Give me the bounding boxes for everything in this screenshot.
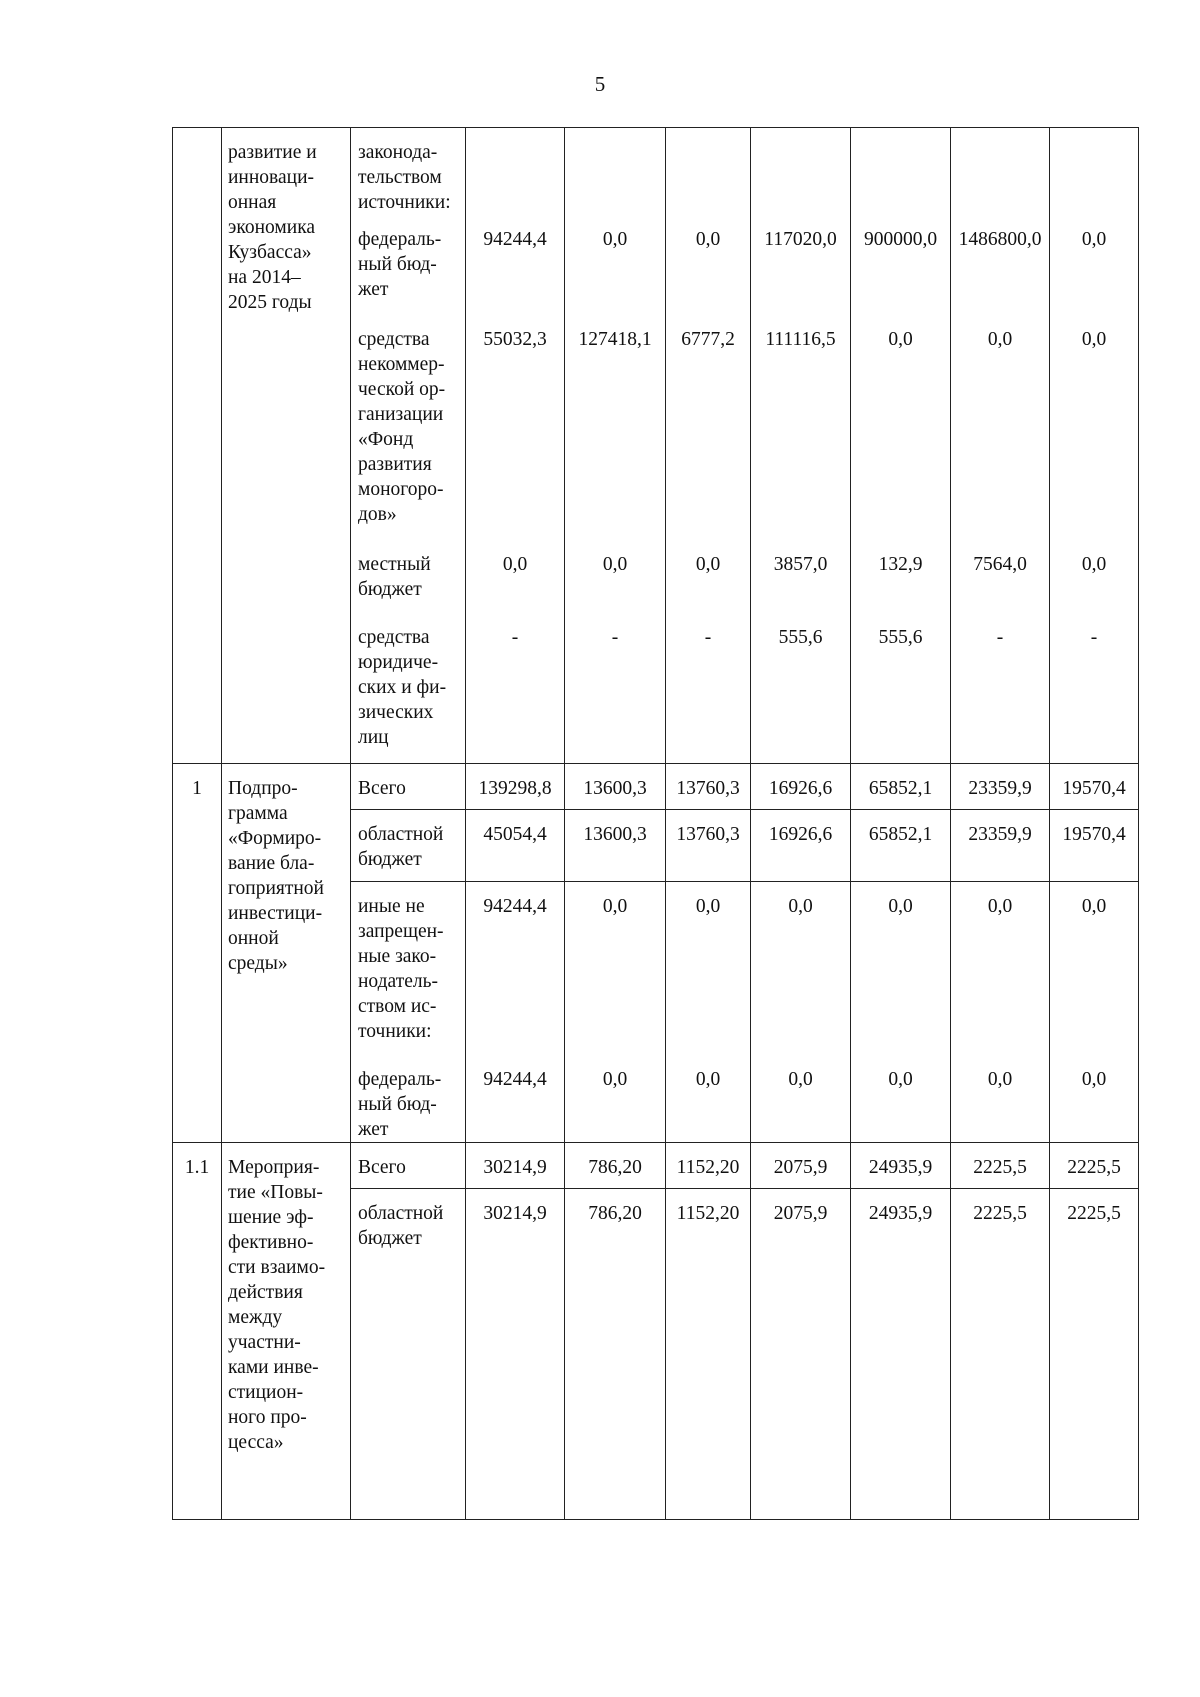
program-name-line: развитие и <box>228 142 317 163</box>
funding-source-line: ный бюд- <box>358 254 437 275</box>
funding-source-line: законода- <box>358 142 438 163</box>
amount-cell: 1152,20 <box>666 1189 751 1520</box>
amount-cell: 13600,3 <box>565 763 666 809</box>
amount-cell: 2075,9 <box>751 1189 851 1520</box>
amount-cell: 16926,6 <box>751 763 851 809</box>
funding-source <box>351 215 466 315</box>
program-name-line: участни- <box>228 1332 301 1353</box>
amount-cell: 0,0 <box>951 1055 1050 1143</box>
amount-cell: 0,0 <box>666 881 751 1055</box>
amount-cell: 0,0 <box>565 540 666 613</box>
amount-cell: 0,0 <box>751 881 851 1055</box>
amount-cell: 555,6 <box>751 613 851 763</box>
amount-cell: 0,0 <box>851 881 951 1055</box>
row-number <box>173 128 222 764</box>
program-name-line: ного про- <box>228 1407 307 1428</box>
table-row <box>173 128 1139 216</box>
program-name-line: инноваци- <box>228 167 315 188</box>
amount-cell: 0,0 <box>851 1055 951 1143</box>
amount-cell <box>1050 128 1139 216</box>
funding-source-line: ских и фи- <box>358 677 447 698</box>
funding-source <box>351 809 466 881</box>
amount-cell: 139298,8 <box>466 763 565 809</box>
table-row <box>173 1143 1139 1189</box>
amount-cell: 0,0 <box>1050 881 1139 1055</box>
program-name-line: фективно- <box>228 1232 314 1253</box>
amount-cell: 7564,0 <box>951 540 1050 613</box>
program-name-line: 2025 годы <box>228 292 312 313</box>
amount-cell: 19570,4 <box>1050 809 1139 881</box>
amount-cell: 786,20 <box>565 1143 666 1189</box>
amount-cell: 0,0 <box>951 881 1050 1055</box>
funding-source-line: ганизации <box>358 404 444 425</box>
program-name-line: на 2014– <box>228 267 301 288</box>
funding-source-line: бюджет <box>358 848 422 870</box>
amount-cell: 45054,4 <box>466 809 565 881</box>
amount-cell: 23359,9 <box>951 763 1050 809</box>
program-name-line: действия <box>228 1282 303 1303</box>
program-name-line: тие «Повы- <box>228 1182 323 1203</box>
amount-cell: 55032,3 <box>466 315 565 540</box>
amount-cell: 0,0 <box>1050 215 1139 315</box>
page-number: 5 <box>594 72 606 96</box>
program-name-line: онная <box>228 192 277 213</box>
amount-cell: 3857,0 <box>751 540 851 613</box>
funding-source-line: ный бюд- <box>358 1094 437 1115</box>
amount-cell: 0,0 <box>565 1055 666 1143</box>
amount-cell: 24935,9 <box>851 1143 951 1189</box>
amount-cell <box>751 128 851 216</box>
funding-source-line: бюджет <box>358 579 422 600</box>
funding-source-line: нодатель- <box>358 970 438 992</box>
amount-cell: 2225,5 <box>1050 1189 1139 1520</box>
amount-cell: 65852,1 <box>851 809 951 881</box>
amount-cell: 2075,9 <box>751 1143 851 1189</box>
amount-cell: 94244,4 <box>466 215 565 315</box>
amount-cell: 127418,1 <box>565 315 666 540</box>
funding-source-line: жет <box>358 1119 389 1140</box>
program-name-line: инвестици- <box>228 902 323 924</box>
amount-cell: 111116,5 <box>751 315 851 540</box>
amount-cell: 0,0 <box>565 881 666 1055</box>
funding-source-line: средства <box>358 329 430 350</box>
amount-cell: 30214,9 <box>466 1143 565 1189</box>
amount-cell <box>466 128 565 216</box>
amount-cell <box>951 128 1050 216</box>
program-name-line: «Формиро- <box>228 827 322 849</box>
amount-cell: 94244,4 <box>466 881 565 1055</box>
amount-cell: 19570,4 <box>1050 763 1139 809</box>
amount-cell: 786,20 <box>565 1189 666 1520</box>
program-name-line: между <box>228 1307 283 1328</box>
program-name-line: Кузбасса» <box>228 242 312 263</box>
funding-source-line: зических <box>358 702 434 723</box>
funding-source-line: средства <box>358 627 430 648</box>
funding-source-line: Всего <box>358 777 406 799</box>
amount-cell: 16926,6 <box>751 809 851 881</box>
funding-source <box>351 128 466 216</box>
amount-cell <box>666 128 751 216</box>
funding-source <box>351 540 466 613</box>
amount-cell: - <box>466 613 565 763</box>
funding-source-line: точники: <box>358 1020 432 1042</box>
program-name-line: экономика <box>228 217 316 238</box>
amount-cell: 0,0 <box>666 215 751 315</box>
amount-cell: 94244,4 <box>466 1055 565 1143</box>
funding-source-line: моногоро- <box>358 479 444 500</box>
program-name-line: вание бла- <box>228 852 315 874</box>
amount-cell: 13760,3 <box>666 763 751 809</box>
row-number: 1.1 <box>173 1143 222 1520</box>
amount-cell <box>565 128 666 216</box>
funding-source <box>351 881 466 1055</box>
funding-source-line: ческой ор- <box>358 379 446 400</box>
funding-source-line: федераль- <box>358 229 442 250</box>
amount-cell: 13600,3 <box>565 809 666 881</box>
program-name-line: онной <box>228 927 279 949</box>
program-name-line: шение эф- <box>228 1207 314 1228</box>
funding-source-line: юридиче- <box>358 652 439 673</box>
amount-cell: 900000,0 <box>851 215 951 315</box>
amount-cell: 2225,5 <box>951 1143 1050 1189</box>
amount-cell: 2225,5 <box>1050 1143 1139 1189</box>
funding-source-line: бюджет <box>358 1228 422 1249</box>
funding-source-line: областной <box>358 1203 444 1224</box>
program-name-line: ками инве- <box>228 1357 319 1378</box>
program-name-line: цесса» <box>228 1432 284 1453</box>
amount-cell: 132,9 <box>851 540 951 613</box>
row-number: 1 <box>173 763 222 1143</box>
amount-cell: 555,6 <box>851 613 951 763</box>
amount-cell: - <box>951 613 1050 763</box>
amount-cell: 0,0 <box>666 540 751 613</box>
program-name-line: Мероприя- <box>228 1157 320 1178</box>
funding-source <box>351 1143 466 1189</box>
program-name <box>222 128 351 764</box>
funding-source-line: ные зако- <box>358 945 437 967</box>
funding-source-line: жет <box>358 279 389 300</box>
amount-cell: 24935,9 <box>851 1189 951 1520</box>
amount-cell: - <box>1050 613 1139 763</box>
program-name <box>222 763 351 1143</box>
amount-cell: 0,0 <box>851 315 951 540</box>
amount-cell: 6777,2 <box>666 315 751 540</box>
program-name <box>222 1143 351 1520</box>
program-name-line: Подпро- <box>228 777 298 799</box>
funding-source-line: «Фонд <box>358 429 414 450</box>
program-name-line: среды» <box>228 952 288 974</box>
amount-cell: 30214,9 <box>466 1189 565 1520</box>
amount-cell: 0,0 <box>666 1055 751 1143</box>
funding-source-line: ством ис- <box>358 995 437 1017</box>
funding-source-line: иные не <box>358 895 425 917</box>
program-name-line: гоприятной <box>228 877 324 899</box>
amount-cell: 1152,20 <box>666 1143 751 1189</box>
funding-source-line: дов» <box>358 504 397 525</box>
amount-cell: 65852,1 <box>851 763 951 809</box>
funding-source-line: Всего <box>358 1157 406 1178</box>
program-name-line: грамма <box>228 802 288 824</box>
amount-cell: 0,0 <box>1050 1055 1139 1143</box>
amount-cell: 117020,0 <box>751 215 851 315</box>
amount-cell: 2225,5 <box>951 1189 1050 1520</box>
program-name-line: стицион- <box>228 1382 304 1403</box>
funding-source <box>351 315 466 540</box>
funding-source-line: источники: <box>358 192 451 213</box>
funding-source <box>351 1189 466 1520</box>
amount-cell: - <box>666 613 751 763</box>
funding-source-line: областной <box>358 823 444 845</box>
amount-cell: 23359,9 <box>951 809 1050 881</box>
amount-cell: 0,0 <box>751 1055 851 1143</box>
amount-cell: 0,0 <box>565 215 666 315</box>
amount-cell: 0,0 <box>1050 540 1139 613</box>
funding-source-line: федераль- <box>358 1069 442 1090</box>
funding-source <box>351 763 466 809</box>
funding-source-line: запрещен- <box>358 920 444 942</box>
amount-cell: - <box>565 613 666 763</box>
funding-source-line: развития <box>358 454 432 475</box>
funding-source <box>351 1055 466 1143</box>
funding-source-line: местный <box>358 554 431 575</box>
funding-source <box>351 613 466 763</box>
funding-source-line: лиц <box>358 727 389 748</box>
program-name-line: сти взаимо- <box>228 1257 326 1278</box>
budget-table <box>172 127 1139 1520</box>
amount-cell: 13760,3 <box>666 809 751 881</box>
amount-cell <box>851 128 951 216</box>
amount-cell: 0,0 <box>1050 315 1139 540</box>
funding-source-line: тельством <box>358 167 442 188</box>
table-row <box>173 763 1139 809</box>
funding-source-line: некоммер- <box>358 354 445 375</box>
amount-cell: 0,0 <box>466 540 565 613</box>
amount-cell: 1486800,0 <box>951 215 1050 315</box>
amount-cell: 0,0 <box>951 315 1050 540</box>
